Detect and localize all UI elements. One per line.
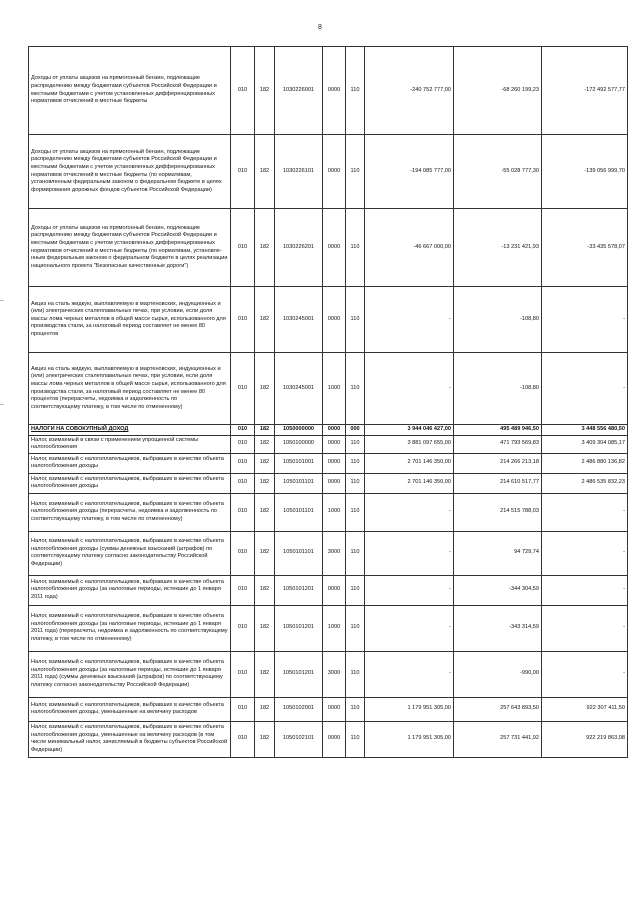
row-planned: -	[365, 493, 454, 531]
row-remainder: -172 492 577,77	[542, 47, 628, 135]
row-remainder: 3 409 304 085,17	[542, 435, 628, 453]
row-subtype-code: 1000	[323, 605, 346, 651]
row-revenue-code: 1050101201	[275, 651, 323, 697]
row-executed: 214 515 788,03	[454, 493, 542, 531]
row-admin-code: 010	[231, 531, 255, 575]
row-admin-code: 010	[231, 287, 255, 353]
row-planned: -	[365, 605, 454, 651]
row-org-code: 182	[255, 425, 275, 436]
row-executed: 495 489 946,50	[454, 425, 542, 436]
row-kosgu-code: 110	[346, 493, 365, 531]
row-kosgu-code: 110	[346, 605, 365, 651]
row-revenue-code: 1050101101	[275, 473, 323, 493]
row-remainder: 922 219 863,08	[542, 721, 628, 757]
row-admin-code: 010	[231, 47, 255, 135]
row-admin-code: 010	[231, 209, 255, 287]
row-kosgu-code: 110	[346, 473, 365, 493]
row-remainder: 2 486 535 832,23	[542, 473, 628, 493]
row-subtype-code: 0000	[323, 435, 346, 453]
row-subtype-code: 1000	[323, 353, 346, 425]
table-row	[29, 493, 628, 531]
row-admin-code: 010	[231, 651, 255, 697]
row-revenue-code: 1050101001	[275, 453, 323, 473]
row-admin-code: 010	[231, 425, 255, 436]
row-planned: 2 701 146 350,00	[365, 453, 454, 473]
scan-edge-mark	[0, 404, 4, 405]
row-executed: -344 304,59	[454, 575, 542, 605]
row-name: Налог, взимаемый с налогоплательщиков, выбравших в качестве объекта налогообложения доходы (суммы денежных взысканий (штрафов) по соответствующему платежу согласно законодательству Российской Федерации)	[29, 531, 231, 575]
row-subtype-code: 0000	[323, 721, 346, 757]
row-kosgu-code: 000	[346, 425, 365, 436]
row-subtype-code: 0000	[323, 135, 346, 209]
row-revenue-code: 1030245001	[275, 353, 323, 425]
row-planned: 1 179 951 305,00	[365, 721, 454, 757]
row-kosgu-code: 110	[346, 453, 365, 473]
row-revenue-code: 1050100000	[275, 435, 323, 453]
row-kosgu-code: 110	[346, 531, 365, 575]
row-admin-code: 010	[231, 353, 255, 425]
row-kosgu-code: 110	[346, 287, 365, 353]
row-name: Налог, взимаемый с налогоплательщиков, выбравших в качестве объекта налогообложения доходы (за налоговые периоды, истекшие до 1 января 2011 года) (суммы денежных взысканий (штрафов) по соответствующему платежу согласно законодательству Российской Федерации)	[29, 651, 231, 697]
row-name: Налог, взимаемый с налогоплательщиков, выбравших в качестве объекта налогообложения доходы	[29, 473, 231, 493]
row-revenue-code: 1050102001	[275, 697, 323, 721]
row-kosgu-code: 110	[346, 651, 365, 697]
row-admin-code: 010	[231, 697, 255, 721]
row-subtype-code: 0000	[323, 473, 346, 493]
row-executed: -68 260 199,23	[454, 47, 542, 135]
row-kosgu-code: 110	[346, 47, 365, 135]
row-org-code: 182	[255, 473, 275, 493]
row-kosgu-code: 110	[346, 209, 365, 287]
table-row	[29, 353, 628, 425]
row-subtype-code: 1000	[323, 493, 346, 531]
table-row	[29, 425, 628, 436]
row-name: Налог, взимаемый с налогоплательщиков, выбравших в качестве объекта налогообложения доходы	[29, 453, 231, 473]
row-executed: -55 028 777,30	[454, 135, 542, 209]
row-revenue-code: 1030226101	[275, 135, 323, 209]
table-row	[29, 721, 628, 757]
scan-edge-mark	[0, 300, 4, 301]
row-revenue-code: 1030226201	[275, 209, 323, 287]
row-executed: 257 731 441,92	[454, 721, 542, 757]
row-kosgu-code: 110	[346, 353, 365, 425]
row-planned: -	[365, 651, 454, 697]
row-subtype-code: 0000	[323, 209, 346, 287]
row-admin-code: 010	[231, 575, 255, 605]
row-admin-code: 010	[231, 453, 255, 473]
table-row	[29, 531, 628, 575]
row-remainder: -	[542, 575, 628, 605]
row-kosgu-code: 110	[346, 135, 365, 209]
row-name: Акциз на сталь жидкую, выплавляемую в мартеновских, индукционных и (или) электрических сталеплавильных печах, при условии, если доля массы лома черных металлов в общей массе сырья, использованного для производства стали, за налоговый период составляет не менее 80 процентов (перерасчеты, недоимка и задолженность по соответствующему платежу, в том числе по отмененному)	[29, 353, 231, 425]
revenue-table	[28, 46, 628, 758]
row-remainder: -33 435 578,07	[542, 209, 628, 287]
row-kosgu-code: 110	[346, 721, 365, 757]
row-subtype-code: 0000	[323, 697, 346, 721]
row-kosgu-code: 110	[346, 697, 365, 721]
row-planned: -240 752 777,00	[365, 47, 454, 135]
row-name: Акциз на сталь жидкую, выплавляемую в мартеновских, индукционных и (или) электрических сталеплавильных печах, при условии, если доля массы лома черных металлов в общей массе сырья, использованного для производства стали, за налоговый период составляет не менее 80 процентов	[29, 287, 231, 353]
row-admin-code: 010	[231, 493, 255, 531]
row-org-code: 182	[255, 353, 275, 425]
row-kosgu-code: 110	[346, 435, 365, 453]
row-planned: -	[365, 287, 454, 353]
row-org-code: 182	[255, 287, 275, 353]
row-name: Доходы от уплаты акцизов на прямогонный бензин, подлежащие распределению между бюджетами субъектов Российской Федерации и местными бюджетами с учетом установленных дифференцированных нормативов отчислений в местные бюджеты (по нормативам, установле-нным федеральным законом о федеральном бюджете в целях реализации национального проекта "Безопасные качественные дороги")	[29, 209, 231, 287]
row-revenue-code: 1030245001	[275, 287, 323, 353]
row-planned: -	[365, 531, 454, 575]
row-planned: 3 944 046 427,00	[365, 425, 454, 436]
table-row	[29, 435, 628, 453]
row-planned: 3 881 097 655,00	[365, 435, 454, 453]
row-planned: 2 701 146 350,00	[365, 473, 454, 493]
row-planned: -46 667 000,00	[365, 209, 454, 287]
row-remainder: -	[542, 531, 628, 575]
row-subtype-code: 0000	[323, 575, 346, 605]
table-row	[29, 605, 628, 651]
table-row	[29, 287, 628, 353]
row-executed: 214 266 213,18	[454, 453, 542, 473]
row-org-code: 182	[255, 651, 275, 697]
table-row	[29, 651, 628, 697]
row-name: Налог, взимаемый с налогоплательщиков, выбравших в качестве объекта налогообложения доходы, уменьшенные на величину расходов	[29, 697, 231, 721]
row-org-code: 182	[255, 209, 275, 287]
row-planned: -	[365, 575, 454, 605]
row-revenue-code: 1050101101	[275, 493, 323, 531]
page-number: 8	[318, 24, 322, 31]
row-remainder: 3 448 556 480,50	[542, 425, 628, 436]
row-remainder: -	[542, 605, 628, 651]
row-admin-code: 010	[231, 721, 255, 757]
row-executed: 257 643 893,50	[454, 697, 542, 721]
table-row	[29, 135, 628, 209]
row-admin-code: 010	[231, 135, 255, 209]
row-subtype-code: 3000	[323, 651, 346, 697]
row-revenue-code: 1050101201	[275, 575, 323, 605]
row-name: Налог, взимаемый с налогоплательщиков, выбравших в качестве объекта налогообложения доходы (перерасчеты, недоимка и задолженность по соответствующему платежу, в том числе по отмененному)	[29, 493, 231, 531]
row-org-code: 182	[255, 47, 275, 135]
row-org-code: 182	[255, 435, 275, 453]
row-executed: 214 610 517,77	[454, 473, 542, 493]
row-revenue-code: 1050102101	[275, 721, 323, 757]
row-remainder: -	[542, 353, 628, 425]
row-name: Доходы от уплаты акцизов на прямогонный бензин, подлежащие распределению между бюджетами субъектов Российской Федерации и местными бюджетами с учетом установленных дифференцированных нормативов отчислений в местные бюджеты (по нормативам, установленным федеральным законом о федеральном бюджете в целях формирования дорожных фондов субъектов Российской Федерации)	[29, 135, 231, 209]
row-admin-code: 010	[231, 605, 255, 651]
row-executed: 94 729,74	[454, 531, 542, 575]
row-subtype-code: 3000	[323, 531, 346, 575]
row-org-code: 182	[255, 697, 275, 721]
row-remainder: -	[542, 651, 628, 697]
row-org-code: 182	[255, 575, 275, 605]
row-name: Налог, взимаемый с налогоплательщиков, выбравших в качестве объекта налогообложения доходы (за налоговые периоды, истекшие до 1 января 2011 года)	[29, 575, 231, 605]
row-executed: -108,80	[454, 353, 542, 425]
row-org-code: 182	[255, 493, 275, 531]
row-admin-code: 010	[231, 473, 255, 493]
row-planned: 1 179 951 305,00	[365, 697, 454, 721]
row-revenue-code: 1030226001	[275, 47, 323, 135]
row-org-code: 182	[255, 135, 275, 209]
row-name: Налог, взимаемый с налогоплательщиков, выбравших в качестве объекта налогообложения доходы (за налоговые периоды, истекшие до 1 января 2011 года) (перерасчеты, недоимка и задолженность по соответствующему платежу, в том числе по отмененному)	[29, 605, 231, 651]
table-row	[29, 473, 628, 493]
table-row	[29, 209, 628, 287]
row-subtype-code: 0000	[323, 425, 346, 436]
row-executed: -108,80	[454, 287, 542, 353]
row-remainder: -139 056 999,70	[542, 135, 628, 209]
row-executed: 471 793 569,83	[454, 435, 542, 453]
row-subtype-code: 0000	[323, 287, 346, 353]
row-name: Налог, взимаемый с налогоплательщиков, выбравших в качестве объекта налогообложения доходы, уменьшенные на величину расходов (в том числе минимальный налог, зачисляемый в бюджеты субъектов Российской Федерации)	[29, 721, 231, 757]
row-executed: -343 314,59	[454, 605, 542, 651]
table-row	[29, 47, 628, 135]
row-name: Налог, взимаемый в связи с применением упрощенной системы налогообложения	[29, 435, 231, 453]
row-revenue-code: 1050101101	[275, 531, 323, 575]
row-admin-code: 010	[231, 435, 255, 453]
row-remainder: 922 307 411,50	[542, 697, 628, 721]
row-org-code: 182	[255, 453, 275, 473]
row-org-code: 182	[255, 531, 275, 575]
row-kosgu-code: 110	[346, 575, 365, 605]
row-planned: -	[365, 353, 454, 425]
table-row	[29, 575, 628, 605]
row-subtype-code: 0000	[323, 453, 346, 473]
table-row	[29, 697, 628, 721]
row-org-code: 182	[255, 605, 275, 651]
row-revenue-code: 1050000000	[275, 425, 323, 436]
row-executed: -13 231 421,93	[454, 209, 542, 287]
row-remainder: -	[542, 287, 628, 353]
table-row	[29, 453, 628, 473]
row-planned: -194 085 777,00	[365, 135, 454, 209]
row-subtype-code: 0000	[323, 47, 346, 135]
row-executed: -990,00	[454, 651, 542, 697]
row-remainder: -	[542, 493, 628, 531]
row-org-code: 182	[255, 721, 275, 757]
row-name: НАЛОГИ НА СОВОКУПНЫЙ ДОХОД	[29, 425, 231, 436]
row-name: Доходы от уплаты акцизов на прямогонный бензин, подлежащие распределению между бюджетами субъектов Российской Федерации и местными бюджетами с учетом установленных дифференцированных нормативов отчислений в местные бюджеты	[29, 47, 231, 135]
row-revenue-code: 1050101201	[275, 605, 323, 651]
row-remainder: 2 486 880 136,82	[542, 453, 628, 473]
table-body	[29, 47, 628, 758]
